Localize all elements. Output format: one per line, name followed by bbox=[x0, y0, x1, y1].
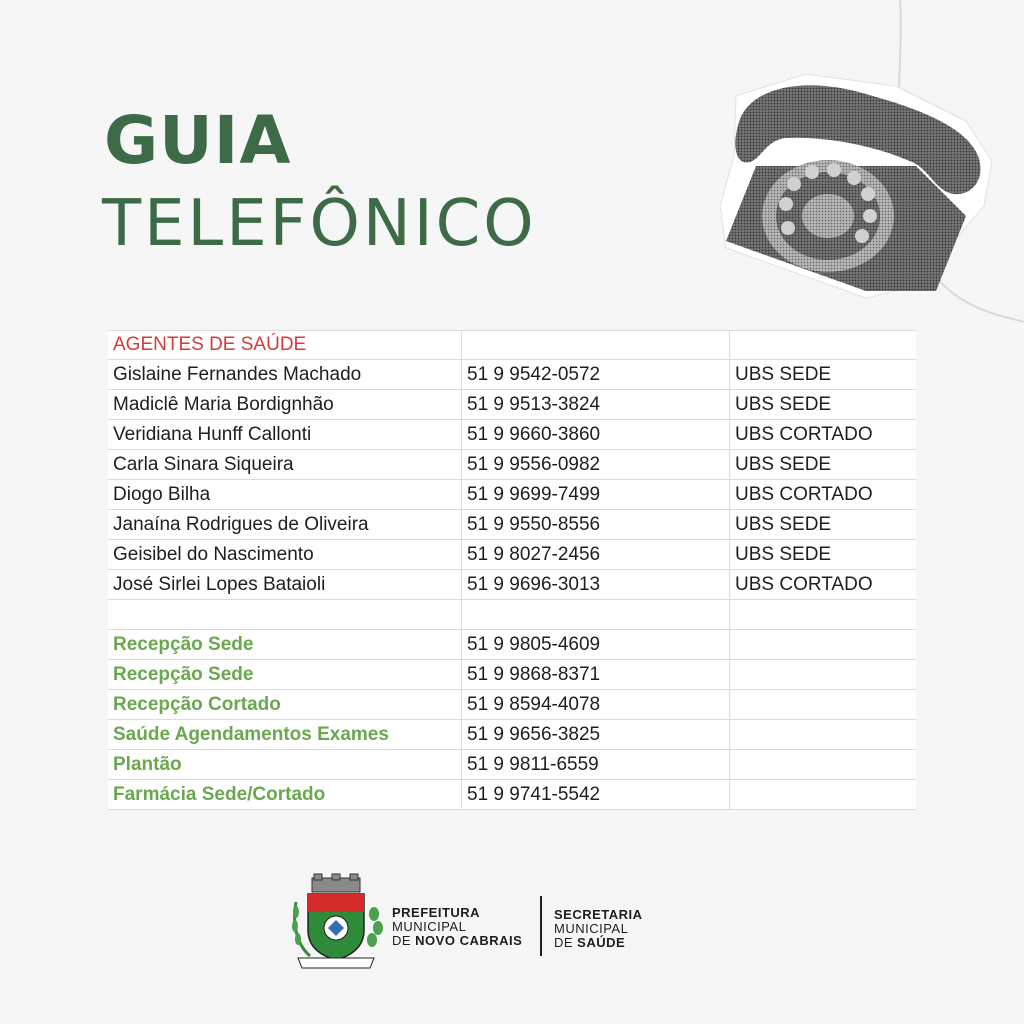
table-cell-empty bbox=[730, 690, 916, 719]
prefeitura-line1: PREFEITURA bbox=[392, 905, 481, 920]
agent-name: Carla Sinara Siqueira bbox=[108, 450, 462, 479]
agent-name: Veridiana Hunff Callonti bbox=[108, 420, 462, 449]
service-phone: 51 9 9868-8371 bbox=[462, 660, 730, 689]
prefeitura-line3-bold: NOVO CABRAIS bbox=[415, 933, 523, 948]
table-row bbox=[108, 780, 916, 810]
agent-name: Gislaine Fernandes Machado bbox=[108, 360, 462, 389]
table-cell-empty bbox=[730, 660, 916, 689]
table-row bbox=[108, 660, 916, 690]
municipal-crest-icon bbox=[288, 872, 384, 970]
org-prefeitura bbox=[392, 906, 522, 948]
agent-phone: 51 9 9696-3013 bbox=[462, 570, 730, 599]
phone-table bbox=[108, 330, 916, 810]
table-header-row bbox=[108, 330, 916, 360]
secretaria-line1: SECRETARIA bbox=[554, 907, 643, 922]
secretaria-line2: MUNICIPAL bbox=[554, 921, 629, 936]
table-cell-empty bbox=[730, 331, 916, 359]
agent-phone: 51 9 9660-3860 bbox=[462, 420, 730, 449]
prefeitura-line2: MUNICIPAL bbox=[392, 919, 467, 934]
agent-unit: UBS SEDE bbox=[735, 393, 832, 415]
agent-phone: 51 9 9699-7499 bbox=[462, 480, 730, 509]
agent-unit: UBS SEDE bbox=[735, 543, 832, 565]
org-secretaria bbox=[554, 908, 643, 950]
table-row bbox=[108, 480, 916, 510]
agent-unit: UBS CORTADO bbox=[735, 483, 873, 505]
service-name: Recepção Cortado bbox=[108, 690, 462, 719]
table-cell-empty bbox=[730, 600, 916, 629]
table-row bbox=[108, 630, 916, 660]
service-name: Saúde Agendamentos Exames bbox=[108, 720, 462, 749]
agent-unit: UBS CORTADO bbox=[735, 423, 873, 445]
table-row bbox=[108, 450, 916, 480]
prefeitura-line3-prefix: DE bbox=[392, 933, 416, 948]
table-row bbox=[108, 540, 916, 570]
agent-unit: UBS SEDE bbox=[735, 513, 832, 535]
table-cell-empty bbox=[730, 750, 916, 779]
footer-logos bbox=[288, 872, 708, 972]
secretaria-line3-bold: SAÚDE bbox=[577, 935, 626, 950]
table-cell-empty bbox=[462, 331, 730, 359]
table-cell-empty bbox=[462, 600, 730, 629]
title-telefonico: TELEFÔNICO bbox=[102, 187, 537, 261]
table-cell-empty bbox=[730, 780, 916, 809]
table-row bbox=[108, 690, 916, 720]
service-phone: 51 9 9811-6559 bbox=[462, 750, 730, 779]
service-name: Recepção Sede bbox=[108, 630, 462, 659]
agent-name: Diogo Bilha bbox=[108, 480, 462, 509]
agent-phone: 51 9 9550-8556 bbox=[462, 510, 730, 539]
service-phone: 51 9 9656-3825 bbox=[462, 720, 730, 749]
agent-phone: 51 9 9556-0982 bbox=[462, 450, 730, 479]
table-row bbox=[108, 510, 916, 540]
table-row bbox=[108, 720, 916, 750]
rotary-telephone-icon bbox=[716, 66, 996, 302]
agent-phone: 51 9 9513-3824 bbox=[462, 390, 730, 419]
table-cell-empty bbox=[730, 720, 916, 749]
agent-unit: UBS SEDE bbox=[735, 453, 832, 475]
table-cell-empty bbox=[730, 630, 916, 659]
table-row bbox=[108, 750, 916, 780]
table-row bbox=[108, 360, 916, 390]
secretaria-line3-prefix: DE bbox=[554, 935, 578, 950]
agent-phone: 51 9 8027-2456 bbox=[462, 540, 730, 569]
footer-divider bbox=[540, 896, 542, 956]
service-name: Farmácia Sede/Cortado bbox=[108, 780, 462, 809]
agent-name: Janaína Rodrigues de Oliveira bbox=[108, 510, 462, 539]
agent-name: Geisibel do Nascimento bbox=[108, 540, 462, 569]
agent-unit: UBS SEDE bbox=[735, 363, 832, 385]
table-header-label: AGENTES DE SAÚDE bbox=[108, 331, 462, 359]
table-row-empty bbox=[108, 600, 916, 630]
title-guia: GUIA bbox=[104, 102, 292, 179]
table-row bbox=[108, 390, 916, 420]
service-name: Plantão bbox=[108, 750, 462, 779]
table-row bbox=[108, 420, 916, 450]
service-phone: 51 9 9741-5542 bbox=[462, 780, 730, 809]
table-row bbox=[108, 570, 916, 600]
agent-phone: 51 9 9542-0572 bbox=[462, 360, 730, 389]
agent-name: Madiclê Maria Bordignhão bbox=[108, 390, 462, 419]
service-name: Recepção Sede bbox=[108, 660, 462, 689]
service-phone: 51 9 8594-4078 bbox=[462, 690, 730, 719]
service-phone: 51 9 9805-4609 bbox=[462, 630, 730, 659]
table-cell-empty bbox=[108, 600, 462, 629]
agent-name: José Sirlei Lopes Bataioli bbox=[108, 570, 462, 599]
agent-unit: UBS CORTADO bbox=[735, 573, 873, 595]
